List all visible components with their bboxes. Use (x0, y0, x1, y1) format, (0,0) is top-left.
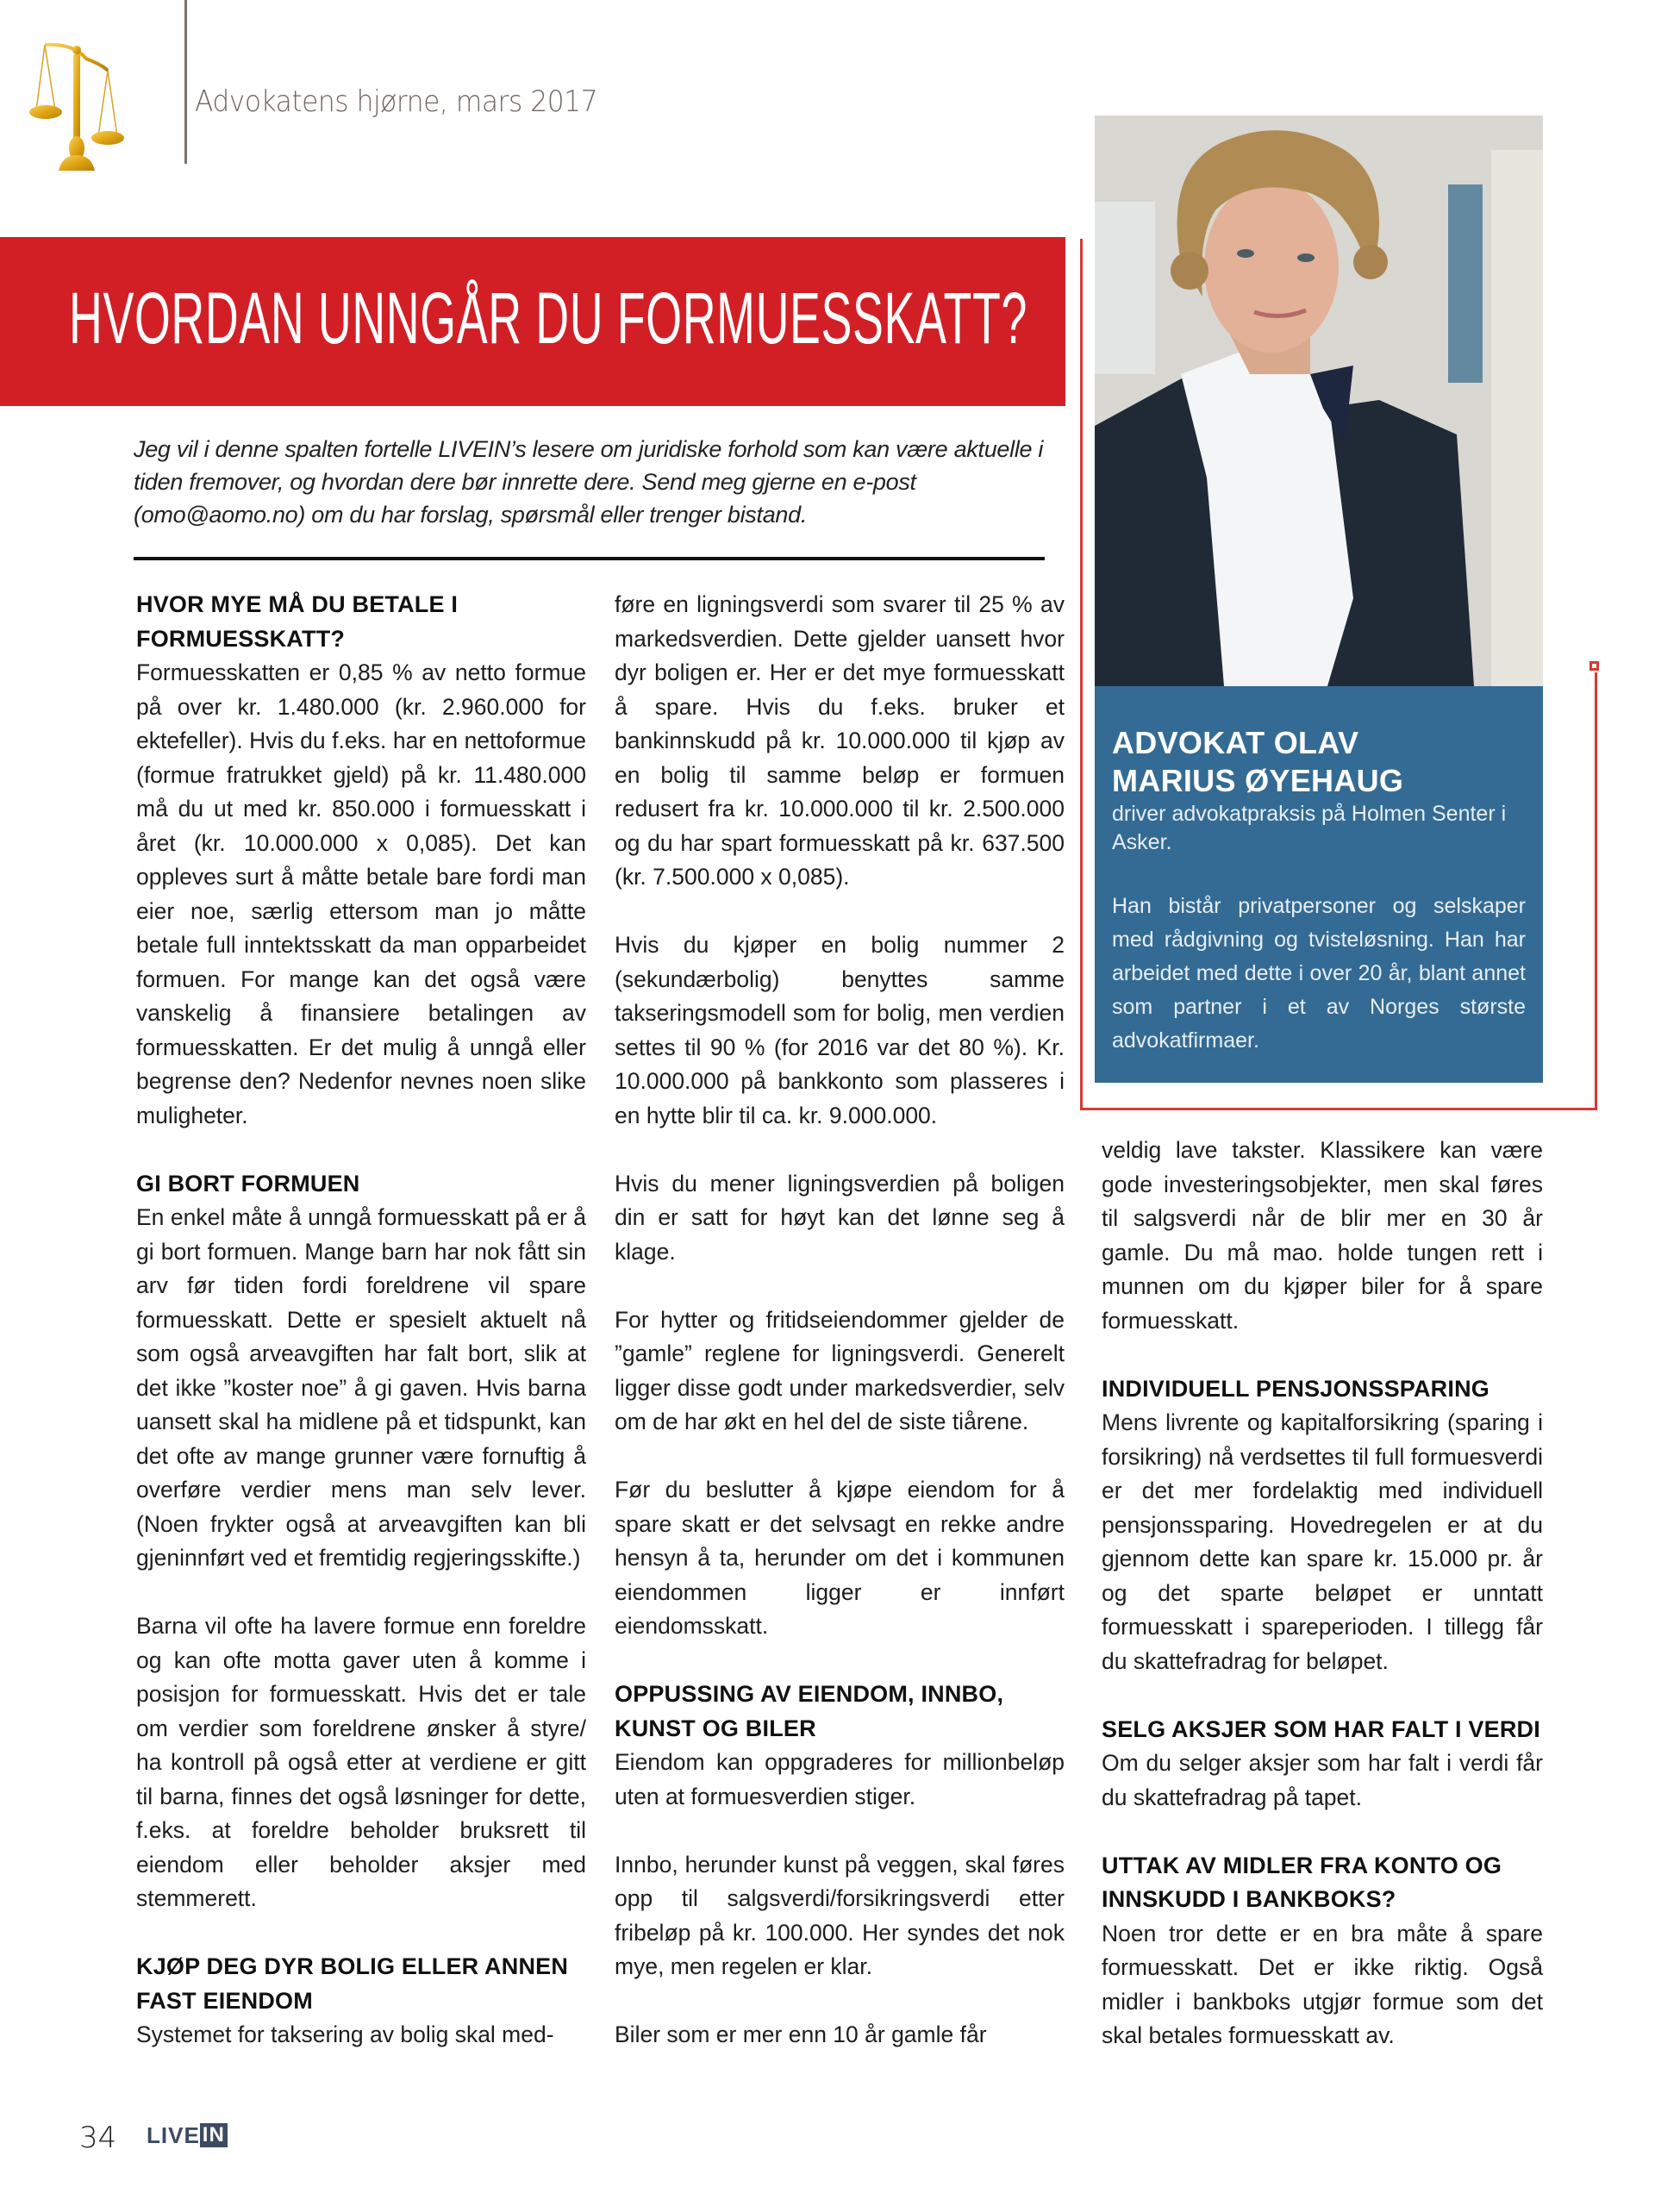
paragraph: Hvis du kjøper en bolig nummer 2 (sekundærbolig) benyttes samme takseringsmodell som for bolig, men verdien settes til 90 % (for 2016 var det 80 %). Kr. 10.000.000 på bankkonto som plasseres i en hytte blir til ca. kr. 9.000.000. (615, 932, 1065, 1128)
paragraph: Før du beslutter å kjøpe eiendom for å spare skatt er det selvsagt en rekke andre hensyn å ta, herunder om det i kommunen eiendommen ligger er innført eiendomsskatt. (615, 1477, 1065, 1639)
paragraph: føre en ligningsverdi som svarer til 25 % av markedsverdien. Dette gjelder uansett hvor dyr boligen er. Her er det mye formuesskatt å spare. Hvis du f.eks. bruker et bankinnskudd på kr. 10.000.000 til kjøp av en bolig til samme beløp er formuen redusert fra kr. 10.000.000 til kr. 2.500.000 og du har spart formuesskatt på kr. 637.500 (kr. 7.500.000 x 0,085). (615, 591, 1065, 890)
paragraph: veldig lave takster. Klassikere kan være gode investeringsobjekter, men skal føres til salgsverdi når de blir mer en 30 år gamle. Du må mao. holde tungen rett i munnen om du kjøper biler for å spare formuesskatt. (1102, 1137, 1543, 1334)
paragraph: Barna vil ofte ha lavere formue enn foreldre og kan ofte motta gaver uten å komme i posisjon for formuesskatt. Hvis det er tale om verdier som foreldrene ønsker å styre/ ha kontroll på også etter at verdiene er gitt til barna, finnes det også løsninger for dette, f.eks. at foreldre beholder bruksrett til eiendom eller beholder aksjer med stemmerett. (136, 1613, 586, 1911)
logo-live-text: LIVE (147, 2122, 200, 2148)
paragraph: Systemet for taksering av bolig skal med- (136, 2021, 554, 2047)
paragraph: Formuesskatten er 0,85 % av netto formue på over kr. 1.480.000 (kr. 2.960.000 for ektefeller). Hvis du f.eks. har en nettoformue (formue fratrukket gjeld) på kr. 11.480.000 må du ut med kr. 850.000 i formuesskatt i året (kr. 10.000.000 x 0,085). Det kan oppleves surt å måtte betale bare fordi man eier noe, særlig ettersom man jo måtte betale full inntektsskatt da man opparbeidet formuen. For mange kan det også være vanskelig å finansiere betalingen av formuesskatten. Er det mulig å unngå eller begrense den? Nedenfor nevnes noen slike muligheter. (136, 659, 586, 1128)
paragraph: Innbo, herunder kunst på veggen, skal føres opp til salgsverdi/forsikringsverdi etter fribeløp på kr. 100.000. Her syndes det nok mye, men regelen er klar. (615, 1851, 1065, 1979)
title-banner (0, 237, 1065, 406)
paragraph: Noen tror dette er en bra måte å spare formuesskatt. Det er ikke riktig. Også midler i bankboks utgjør formue som det skal betales formuesskatt av. (1102, 1920, 1543, 2048)
intro-text: Jeg vil i denne spalten fortelle LIVEIN’s lesere om juridiske forhold som kan være aktuelle i tiden fremover, og hvordan dere bør innrette dere. Send meg gjerne en e-post (omo@aomo.no) om du har forslag, spørsmål eller trenger bistand. (134, 436, 1044, 528)
paragraph: Biler som er mer enn 10 år gamle får (615, 2021, 987, 2047)
section-heading: UTTAK AV MIDLER FRA KONTO OG INNSKUDD I BANKBOKS? (1102, 1852, 1502, 1912)
section-heading: KJØP DEG DYR BOLIG ELLER ANNEN FAST EIENDOM (136, 1953, 569, 2014)
section-heading: INDIVIDUELL PENSJONSSPARING (1102, 1375, 1490, 1402)
author-name-line2: MARIUS ØYEHAUG (1112, 763, 1404, 798)
article-column-3 (1102, 1134, 1543, 2053)
section-heading: OPPUSSING AV EIENDOM, INNBO, KUNST OG BILER (615, 1681, 1004, 1741)
column-kicker: Advokatens hjørne, mars 2017 (195, 84, 598, 119)
paragraph: En enkel måte å unngå formuesskatt på er å gi bort formuen. Mange barn har nok fått sin arv før tiden fordi foreldrene vil spare formuesskatt. Dette er spesielt aktuelt nå som også arveavgiften har falt bort, slik at det ikke ”koster noe” å gi gaven. Hvis barna uansett skal ha midlene på et tidspunkt, kan det ofte av mange grunner være fornuftig å overføre verdier mens man selv lever. (Noen frykter også at arveavgiften kan bli gjeninnført ved et fremtidig regjeringsskifte.) (136, 1204, 586, 1571)
frame-line-right (1595, 672, 1597, 1110)
frame-line-left (1080, 239, 1083, 1109)
author-name-line1: ADVOKAT OLAV (1112, 725, 1359, 760)
paragraph: Om du selger aksjer som har falt i verdi får du skattefradrag på tapet. (1102, 1750, 1543, 1810)
livein-logo (147, 2123, 228, 2147)
header-divider (184, 0, 187, 164)
paragraph: For hytter og fritidseiendommer gjelder de ”gamle” reglene for ligningsverdi. Generelt ligger disse godt under markedsverdier, selv om de har økt en hel del de siste tiårene. (615, 1306, 1065, 1434)
paragraph: Mens livrente og kapitalforsikring (sparing i forsikring) nå verdsettes til full formuesverdi er det mer fordelaktig med individuell pensjonssparing. Hovedregelen er at du gjennom dette kan spare kr. 15.000 pr. år og det sparte beløpet er unntatt formuesskatt i spareperioden. I tillegg får du skattefradrag for beløpet. (1102, 1409, 1543, 1674)
section-heading: GI BORT FORMUEN (136, 1170, 360, 1197)
paragraph: Eiendom kan oppgraderes for millionbeløp uten at formuesverdien stiger. (615, 1749, 1065, 1809)
author-role: driver advokatpraksis på Holmen Senter i Asker. (1112, 802, 1507, 854)
section-heading: SELG AKSJER SOM HAR FALT I VERDI (1102, 1715, 1540, 1742)
author-bio-box (1095, 686, 1543, 1083)
page-title: HVORDAN UNNGÅR DU FORMUESSKATT? (69, 278, 1028, 359)
frame-line-bottom (1080, 1108, 1597, 1110)
author-photo (1095, 116, 1543, 686)
page-number: 34 (79, 2121, 117, 2155)
paragraph: Hvis du mener ligningsverdien på boligen din er satt for høyt kan det lønne seg å klage. (615, 1170, 1065, 1265)
section-heading: HVOR MYE MÅ DU BETALE I FORMUESSKATT? (136, 591, 459, 652)
article-column-1 (136, 588, 586, 2053)
logo-in-text: IN (200, 2123, 228, 2147)
author-description: Han bistår privatpersoner og selskaper med rådgivning og tvisteløsning. Han har arbeidet med dette i over 20 år, blant annet som partner i et av Norges største advokatfirmaer. (1112, 894, 1526, 1053)
frame-knob (1589, 661, 1599, 671)
article-column-2 (615, 588, 1065, 2053)
scales-of-justice-icon (26, 34, 138, 172)
intro-divider (134, 557, 1045, 560)
